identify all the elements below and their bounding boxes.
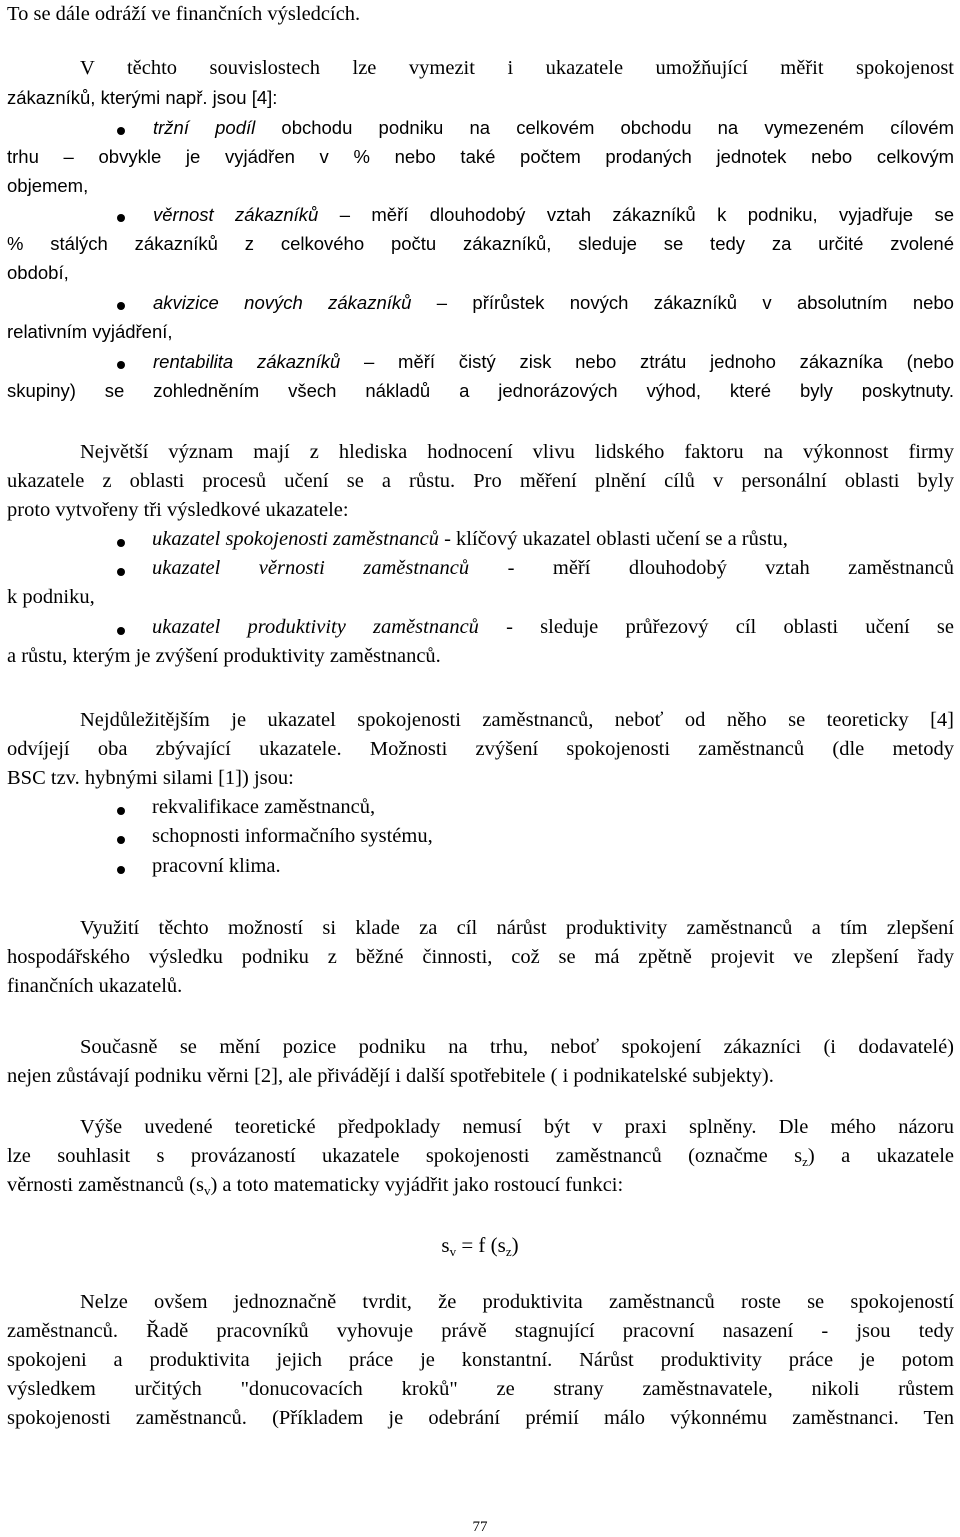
list-item: tržní podíl obchodu podniku na celkovém obchodu na vymezeném cílovém [153,117,954,138]
page-number: 77 [472,1519,488,1535]
list-item: schopnosti informačního systému, [152,825,433,847]
list-item: ukazatel produktivity zaměstnanců - sleduje průřezový cíl oblasti učení se [152,616,954,638]
text-line: Nejdůležitějším je ukazatel spokojenosti zaměstnanců, neboť od něho se teoreticky [4] [80,709,954,731]
bullet-icon [117,568,125,576]
text-line: věrnosti zaměstnanců $(s_v)$ a toto matematicky vyjádřit jako rostoucí funkci: [7,1174,624,1198]
bullet-icon [117,302,125,310]
text-line: zaměstnanců. Řadě pracovníků vyhovuje právě stagnující pracovní nasazení - jsou tedy [7,1320,954,1342]
text-line: výsledkem určitých "donucovacích kroků" ze strany zaměstnavatele, nikoli růstem [7,1378,954,1400]
text-line: BSC tzv. hybnými silami [1]) jsou: [7,767,294,789]
list-item: ukazatel spokojenosti zaměstnanců - klíčový ukazatel oblasti učení se a růstu, [152,528,788,550]
list-item: ukazatel věrnosti zaměstnanců - měří dlouhodobý vztah zaměstnanců [152,557,954,579]
bullet-icon [117,627,125,635]
text-line: Využití těchto možností si klade za cíl nárůst produktivity zaměstnanců a tím zlepšení [80,917,954,939]
bullet-icon [117,127,125,135]
list-item: akvizice nových zákazníků – přírůstek nových zákazníků v absolutním nebo [153,292,954,313]
bullet-icon [117,361,125,369]
list-item: rentabilita zákazníků – měří čistý zisk nebo ztrátu jednoho zákazníka (nebo [153,351,954,372]
bullet-icon [117,539,125,547]
text-line: proto vytvořeny tři výsledkové ukazatele: [7,499,349,521]
text-line: k podniku, [7,586,95,608]
text-line: To se dále odráží ve finančních výsledcích. [7,3,361,25]
bullet-icon [117,866,125,874]
text-line: Nelze ovšem jednoznačně tvrdit, že produktivita zaměstnanců roste se spokojeností [80,1291,954,1313]
text-line: zákazníků, kterými např. jsou [4]: [7,87,278,108]
text-line: období, [7,262,69,283]
text-line: % stálých zákazníků z celkového počtu zákazníků, sleduje se tedy za určité zvolené [7,233,954,254]
text-line: spokojeni a produktivita jejich práce je konstantní. Nárůst produktivity práce je potom [7,1349,954,1371]
text-line: nejen zůstávají podniku věrni [2], ale přivádějí i další spotřebitele ( i podnikatelské subjekty). [7,1065,774,1087]
formula: $s_v = f$ $(s_z)$ [441,1233,519,1259]
text-line: lze souhlasit s provázaností ukazatele spokojenosti zaměstnanců (označme $s_z$) a ukazatele [7,1145,955,1169]
text-line: trhu – obvykle je vyjádřen v % nebo také počtem prodaných jednotek nebo celkovým [7,146,954,167]
bullet-icon [117,214,125,222]
list-item: věrnost zákazníků – měří dlouhodobý vztah zákazníků k podniku, vyjadřuje se [153,204,954,225]
text-line: hospodářského výsledku podniku z běžné činnosti, což se má zpětně projevit ve zlepšení řady [7,946,954,968]
text-line: relativním vyjádření, [7,321,173,342]
text-line: skupiny) se zohledněním všech nákladů a jednorázových výhod, které byly poskytnuty. [7,380,954,401]
text-line: finančních ukazatelů. [7,975,183,997]
text-line: ukazatele z oblasti procesů učení se a růstu. Pro měření plnění cílů v personální oblasti byly [7,470,954,492]
bullet-icon [117,807,125,815]
text-line: Současně se mění pozice podniku na trhu, neboť spokojení zákazníci (i dodavatelé) [80,1036,954,1058]
text-line: a růstu, kterým je zvýšení produktivity zaměstnanců. [7,645,441,667]
list-item: rekvalifikace zaměstnanců, [152,796,376,818]
text-line: Největší význam mají z hlediska hodnocení vlivu lidského faktoru na výkonnost firmy [80,441,954,463]
bullet-icon [117,836,125,844]
text-line: odvíjejí oba zbývající ukazatele. Možnosti zvýšení spokojenosti zaměstnanců (dle metody [7,738,954,760]
text-line: objemem, [7,175,89,196]
text-line: spokojenosti zaměstnanců. (Příkladem je odebrání prémií málo výkonnému zaměstnanci. Ten [7,1407,954,1429]
text-line: Výše uvedené teoretické předpoklady nemusí být v praxi splněny. Dle mého názoru [80,1116,954,1138]
text-line: V těchto souvislostech lze vymezit i ukazatele umožňující měřit spokojenost [80,57,954,79]
list-item: pracovní klima. [152,855,281,877]
